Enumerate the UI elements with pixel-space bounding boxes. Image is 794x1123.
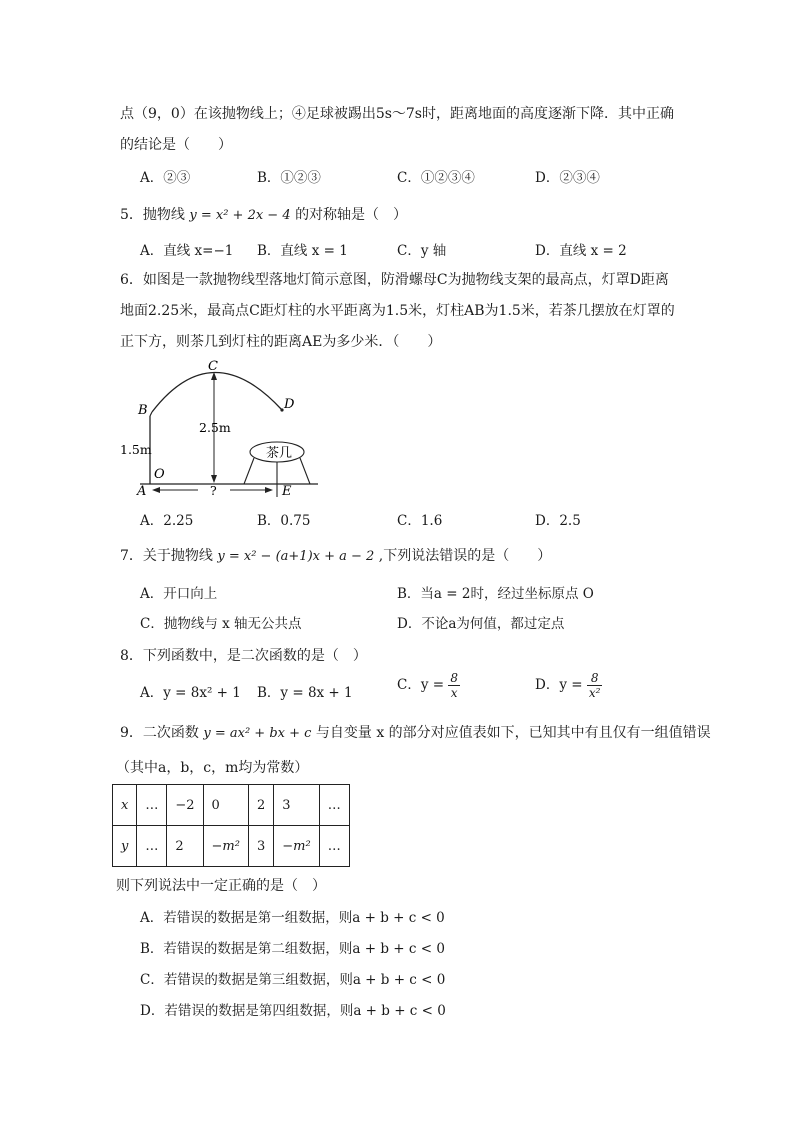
q6-line-2: 地面2.25米，最高点C距灯柱的水平距离为1.5米，灯柱AB为1.5米，若茶几摆放在灯罩的 xyxy=(120,303,675,319)
q5-option-c[interactable]: C．y 轴 xyxy=(397,243,447,259)
q8-option-c-label: C．y = xyxy=(397,677,445,693)
q4-option-a[interactable]: A．②③ xyxy=(140,170,191,186)
label-o: O xyxy=(154,467,165,482)
q8-option-b[interactable]: B．y = 8x + 1 xyxy=(257,685,353,701)
q5-option-d[interactable]: D．直线 x = 2 xyxy=(535,243,627,259)
q7-stem-math: y = x² − (a+1)x + a − 2 xyxy=(217,549,375,564)
label-c: C xyxy=(208,359,218,374)
table-row-x xyxy=(113,785,350,826)
tea-table-leg-right xyxy=(300,458,310,484)
q8-option-d[interactable] xyxy=(535,672,602,699)
q7-option-b[interactable]: B．当a = 2时，经过坐标原点 O xyxy=(397,586,594,602)
q4-line-2: 的结论是（ ） xyxy=(120,137,232,153)
table-cell: … xyxy=(137,785,167,826)
table-row-y xyxy=(113,826,350,867)
q8-option-c-fraction xyxy=(448,672,460,699)
table-cell: … xyxy=(319,785,349,826)
distance-question: ? xyxy=(210,483,217,498)
q9-option-c[interactable]: C．若错误的数据是第三组数据，则a + b + c < 0 xyxy=(140,972,446,988)
pole-top xyxy=(150,412,152,416)
q7-option-c[interactable]: C．抛物线与 x 轴无公共点 xyxy=(140,616,302,632)
q9-option-b[interactable]: B．若错误的数据是第二组数据，则a + b + c < 0 xyxy=(140,941,445,957)
q8-option-a[interactable]: A．y = 8x² + 1 xyxy=(140,685,241,701)
q7-stem-post: ,下列说法错误的是（ ） xyxy=(378,548,552,564)
table-cell: y xyxy=(113,826,137,867)
q6-option-d[interactable]: D．2.5 xyxy=(535,513,581,529)
table-cell: 2 xyxy=(248,785,273,826)
q8-d-denominator: x² xyxy=(588,686,601,700)
q6-option-a[interactable]: A．2.25 xyxy=(140,513,194,529)
q6-line-3: 正下方，则茶几到灯柱的距离AE为多少米．（ ） xyxy=(120,334,442,350)
table-cell: −m² xyxy=(203,826,248,867)
q6-option-c[interactable]: C．1.6 xyxy=(397,513,443,529)
tea-table-leg-left xyxy=(244,458,254,484)
q9-note: （其中a，b，c，m均为常数） xyxy=(116,760,309,776)
height-label: 2.5m xyxy=(199,420,231,435)
q6-option-b[interactable]: B．0.75 xyxy=(257,513,311,529)
q5-option-a[interactable]: A．直线 x=−1 xyxy=(140,243,234,259)
q7-option-d[interactable]: D．不论a为何值，都过定点 xyxy=(397,616,565,632)
table-cell: … xyxy=(137,826,167,867)
q8-d-numerator: 8 xyxy=(587,672,603,686)
height-arrow-head-down xyxy=(211,475,217,483)
q5-option-b[interactable]: B．直线 x = 1 xyxy=(257,243,348,259)
q8-stem: 8．下列函数中，是二次函数的是（ ） xyxy=(120,648,367,664)
q7-stem xyxy=(120,545,551,565)
q9-question: 则下列说法中一定正确的是（ ） xyxy=(116,878,326,894)
pole-label: 1.5m xyxy=(120,442,152,457)
q8-c-numerator: 8 xyxy=(450,671,458,685)
q7-stem-pre: 7．关于抛物线 xyxy=(120,548,213,564)
label-e: E xyxy=(282,484,292,499)
q8-option-d-fraction xyxy=(587,672,603,699)
q5-stem-math: y = x² + 2x − 4 xyxy=(189,208,291,223)
lamp-diagram xyxy=(118,352,338,502)
table-cell: −m² xyxy=(274,826,319,867)
q9-stem-pre: 9．二次函数 xyxy=(120,725,199,741)
q9-stem-math: y = ax² + bx + c xyxy=(203,726,312,741)
q9-stem xyxy=(120,722,711,742)
table-cell: x xyxy=(113,785,137,826)
q4-line-1: 点（9，0）在该抛物线上；④足球被踢出5s～7s时，距离地面的高度逐渐下降．其中正确 xyxy=(120,106,674,122)
table-cell: 0 xyxy=(203,785,248,826)
q5-stem xyxy=(120,204,407,224)
q6-line-1: 6．如图是一款抛物线型落地灯简示意图，防滑螺母C为抛物线支架的最高点，灯罩D距离 xyxy=(120,272,669,288)
q9-option-a[interactable]: A．若错误的数据是第一组数据，则a + b + c < 0 xyxy=(140,910,445,926)
q8-option-c[interactable] xyxy=(397,672,460,699)
value-table xyxy=(112,784,350,867)
q5-stem-pre: 5．抛物线 xyxy=(120,207,185,223)
q4-option-b[interactable]: B．①②③ xyxy=(257,170,321,186)
table-cell: 3 xyxy=(248,826,273,867)
distance-arrow-head-left xyxy=(152,487,160,493)
q8-option-d-label: D．y = xyxy=(535,677,583,693)
parabola-arc xyxy=(152,372,282,412)
label-a: A xyxy=(137,484,147,499)
q9-stem-post: 与自变量 x 的部分对应值表如下，已知其中有且仅有一组值错误 xyxy=(315,725,711,741)
table-cell: 2 xyxy=(167,826,203,867)
label-b: B xyxy=(138,403,148,418)
q5-stem-post: 的对称轴是（ ） xyxy=(295,207,408,223)
q8-c-denominator: x xyxy=(450,686,458,700)
q9-option-d[interactable]: D．若错误的数据是第四组数据，则a + b + c < 0 xyxy=(140,1003,446,1019)
distance-arrow-head-right xyxy=(265,487,273,493)
q4-option-d[interactable]: D．②③④ xyxy=(535,170,600,186)
table-cell: … xyxy=(319,826,349,867)
q4-option-c[interactable]: C．①②③④ xyxy=(397,170,475,186)
tea-table-label: 茶几 xyxy=(266,446,293,461)
label-d: D xyxy=(284,397,295,412)
table-cell: −2 xyxy=(167,785,203,826)
q7-option-a[interactable]: A．开口向上 xyxy=(140,586,218,602)
table-cell: 3 xyxy=(274,785,319,826)
